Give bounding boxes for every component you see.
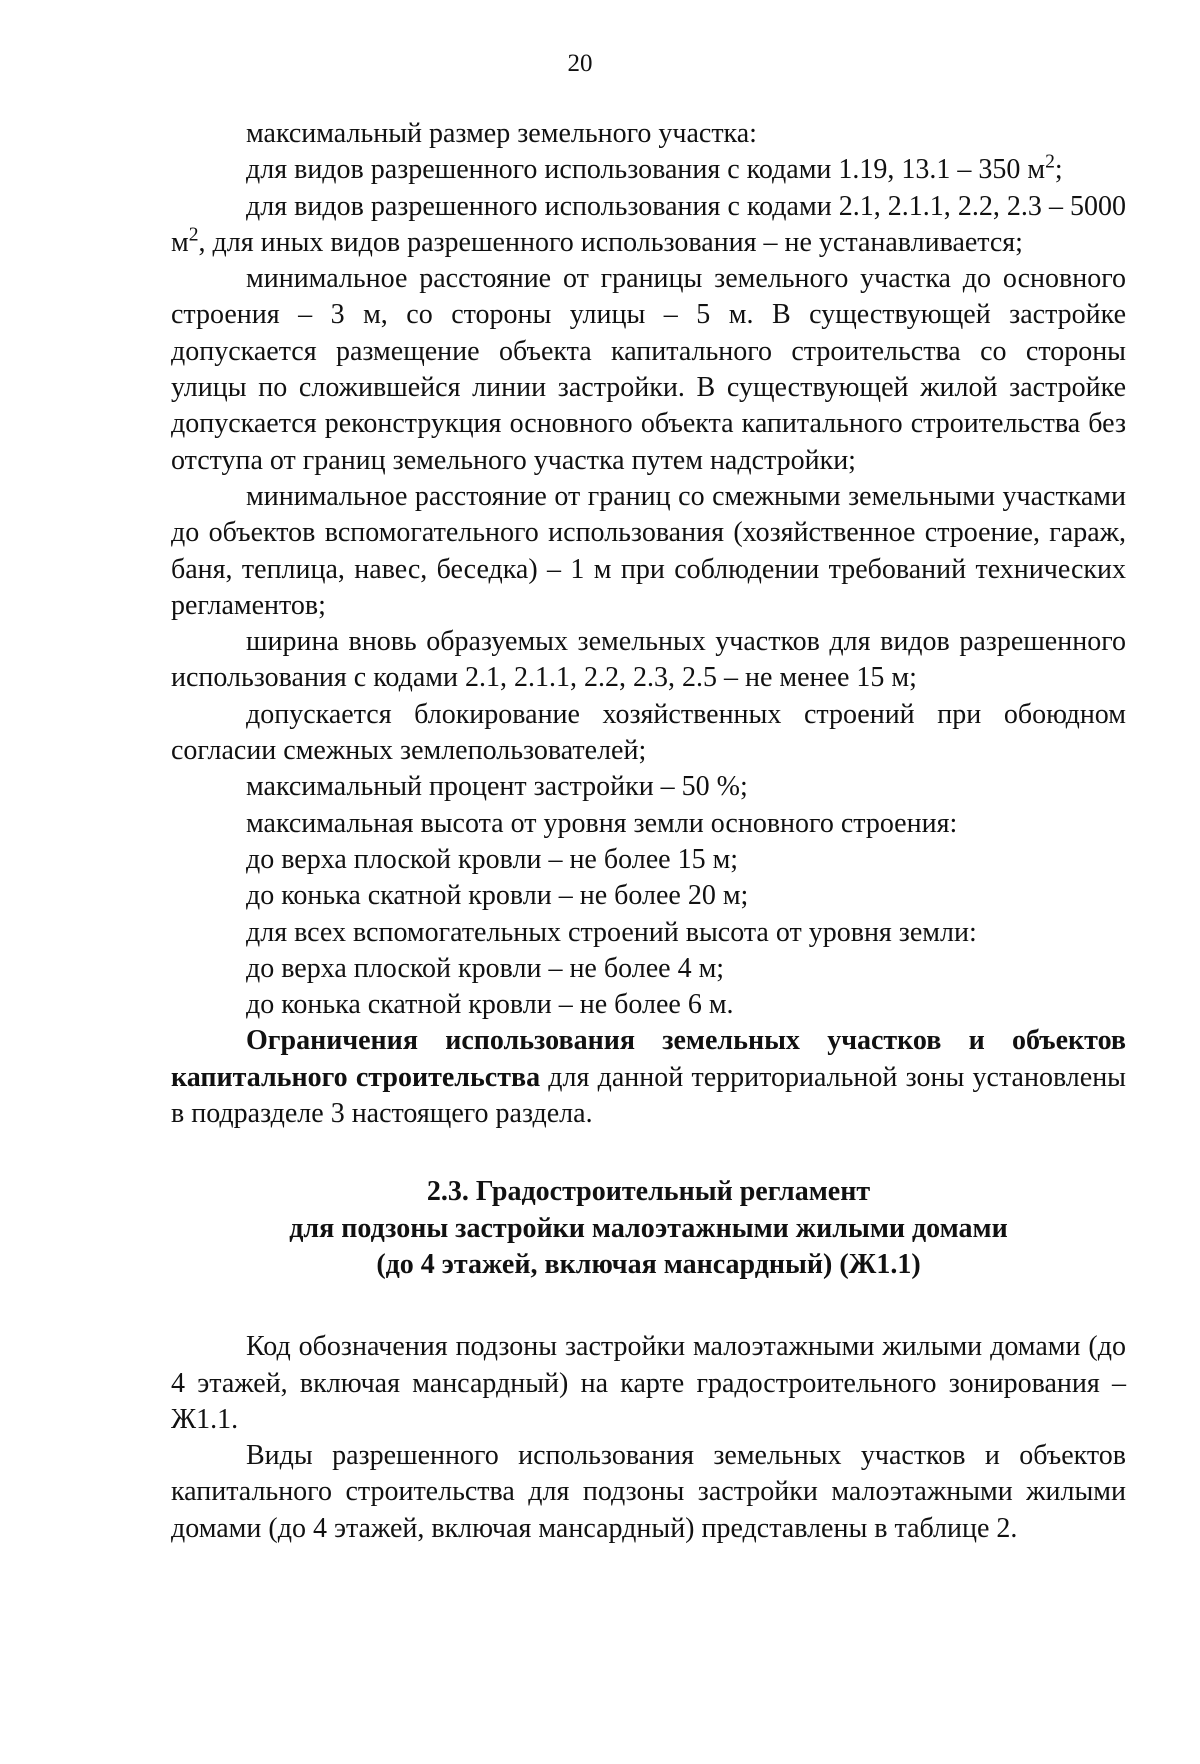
paragraph-aux-flat-roof: до верха плоской кровли – не более 4 м;	[246, 952, 725, 984]
paragraph-aux-pitched-roof: до конька скатной кровли – не более 6 м.	[246, 989, 734, 1021]
paragraph-size-codes-2	[171, 189, 1126, 262]
restrictions-text: для данной территориальной зоны установлены в подразделе 3 настоящего раздела.	[171, 1061, 1126, 1130]
paragraph-blocking: допускается блокирование хозяйственных строений при обоюдном согласии смежных землепользователей;	[171, 698, 1126, 767]
paragraph-permitted-uses: Виды разрешенного использования земельных участков и объектов капитального строительства для подзоны застройки малоэтажными жилыми домами (до 4 этажей, включая мансардный) представлены в таблице 2.	[171, 1440, 1126, 1544]
paragraph-zone-code: Код обозначения подзоны застройки малоэтажными жилыми домами (до 4 этажей, включая мансардный) на карте градостроительного зонирования – Ж1.1.	[171, 1331, 1126, 1435]
paragraph-min-distance: минимальное расстояние от границы земельного участка до основного строения – 3 м, со стороны улицы – 5 м. В существующей застройке допускается размещение объекта капитального строительства со стороны улицы по сложившейся линии застройки. В существующей жилой застройке допускается реконструкция основного объекта капитального строительства без отступа от границ земельного участка путем надстройки;	[171, 263, 1126, 476]
paragraph-build-percent: максимальный процент застройки – 50 %;	[246, 771, 748, 803]
document-body	[171, 116, 1126, 1547]
paragraph-aux-height: для всех вспомогательных строений высота от уровня земли:	[246, 916, 977, 948]
text-segment: , для иных видов разрешенного использования – не устанавливается;	[198, 226, 1023, 258]
superscript: 2	[1045, 151, 1055, 173]
superscript: 2	[188, 224, 199, 246]
paragraph-aux-distance: минимальное расстояние от границ со смежными земельными участками до объектов вспомогательного использования (хозяйственное строение, гараж, баня, теплица, навес, беседка) – 1 м при соблюдении требований технических регламентов;	[171, 480, 1126, 621]
page-number: 20	[567, 50, 593, 77]
paragraph-flat-roof: до верха плоской кровли – не более 15 м;	[246, 843, 739, 875]
text-segment: для видов разрешенного использования с кодами 2.1, 2.1.1, 2.2, 2.3 – 5000 м	[171, 190, 1126, 258]
restrictions-bold-text: Ограничения использования земельных участков и объектов капитального строительства	[171, 1025, 1126, 1093]
paragraph-size-codes-1	[171, 152, 1126, 188]
paragraph-max-height: максимальная высота от уровня земли основного строения:	[246, 807, 958, 839]
text-segment: для видов разрешенного использования с кодами 1.19, 13.1 – 350 м	[246, 154, 1046, 186]
heading-line-1: 2.3. Градостроительный регламент	[426, 1176, 871, 1208]
paragraph-max-size: максимальный размер земельного участка:	[246, 118, 757, 149]
heading-line-3: (до 4 этажей, включая мансардный) (Ж1.1)	[376, 1248, 921, 1280]
heading-line-2: для подзоны застройки малоэтажными жилыми домами	[289, 1212, 1008, 1244]
paragraph-restrictions	[171, 1023, 1126, 1132]
paragraph-width: ширина вновь образуемых земельных участков для видов разрешенного использования с кодами 2.1, 2.1.1, 2.2, 2.3, 2.5 – не менее 15 м;	[171, 626, 1126, 694]
paragraph-pitched-roof: до конька скатной кровли – не более 20 м;	[246, 880, 749, 912]
text-segment: ;	[1054, 154, 1063, 186]
section-heading	[171, 1174, 1126, 1283]
